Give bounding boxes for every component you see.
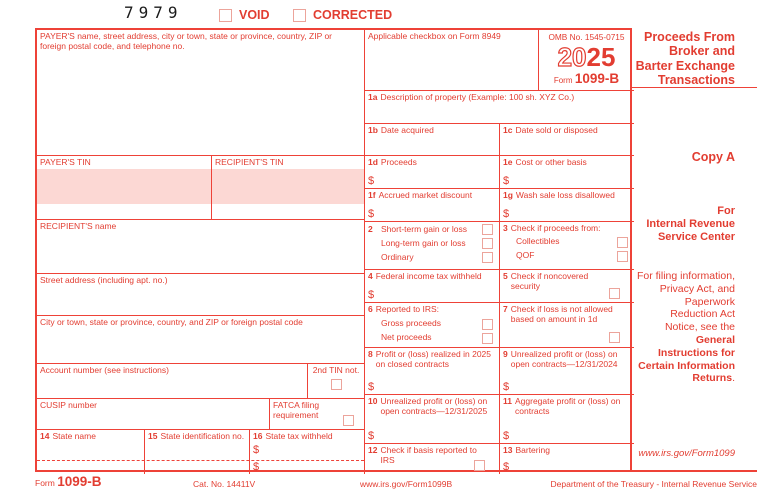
account-number-label: Account number (see instructions) xyxy=(40,365,169,375)
dollar-sign: $ xyxy=(503,175,510,188)
field-payer-tin[interactable] xyxy=(37,155,211,219)
checkbox-loss-not-allowed[interactable] xyxy=(609,332,620,343)
recipient-name-label: RECIPIENT'S name xyxy=(40,221,117,231)
2nd-tin-label: 2nd TIN not. xyxy=(312,365,360,375)
proceeds-label: Proceeds xyxy=(380,157,417,167)
long-term-label: Long-term gain or loss xyxy=(381,237,466,248)
checkbox-qof[interactable] xyxy=(617,251,628,262)
gross-proceeds-label: Gross proceeds xyxy=(381,318,441,329)
field-recipient-tin[interactable] xyxy=(211,155,364,219)
footer-irs-url: www.irs.gov/Form1099B xyxy=(360,479,453,489)
field-fed-tax-withheld[interactable]: 4 Federal income tax withheld $ xyxy=(364,269,499,302)
unrealized-2024-label: Unrealized profit or (loss) on open contracts—12/31/2024 xyxy=(510,349,618,369)
cost-basis-label: Cost or other basis xyxy=(515,157,587,167)
bartering-label: Bartering xyxy=(515,445,550,455)
for-irs-center-label: For Internal Revenue Service Center xyxy=(646,205,735,244)
field-accrued-discount[interactable]: 1f Accrued market discount $ xyxy=(364,188,499,221)
checkbox-collectibles[interactable] xyxy=(617,237,628,248)
field-fatca[interactable] xyxy=(269,398,364,429)
date-sold-label: Date sold or disposed xyxy=(515,125,598,135)
accrued-discount-label: Accrued market discount xyxy=(378,190,473,200)
date-acquired-label: Date acquired xyxy=(380,125,434,135)
right-rail xyxy=(632,28,757,472)
footer-form-number: Form 1099-B xyxy=(35,474,102,489)
field-proceeds[interactable]: 1d Proceeds $ xyxy=(364,155,499,188)
omb-number: OMB No. 1545-0715 xyxy=(548,32,625,42)
unrealized-2025-label: Unrealized profit or (loss) on open contracts—12/31/2025 xyxy=(380,396,488,416)
dollar-sign: $ xyxy=(503,461,510,474)
privacy-act-notice: For filing information, Privacy Act, and Paperwork Reduction Act Notice, see the General Instructions for Certain Information Returns. xyxy=(636,270,735,385)
field-unrealized-2024[interactable]: 9 Unrealized profit or (loss) on open contracts—12/31/2024 $ xyxy=(499,347,634,394)
field-state-name[interactable] xyxy=(37,429,144,474)
dollar-sign: $ xyxy=(503,381,510,394)
field-account-number[interactable] xyxy=(37,363,307,398)
form-grid xyxy=(35,28,632,472)
dollar-sign: $ xyxy=(503,430,510,443)
checkbox-corrected[interactable] xyxy=(293,9,306,22)
noncovered-label: Check if noncovered security xyxy=(510,271,589,291)
form-code: 7979 xyxy=(124,3,183,22)
box15-number: 15 xyxy=(148,431,158,441)
form-number-badge: Form 1099-B xyxy=(553,70,620,86)
field-street-address[interactable] xyxy=(37,273,364,315)
copy-a-label: Copy A xyxy=(691,150,735,164)
void-label: VOID xyxy=(239,8,270,22)
field-description-1a[interactable]: 1a Description of property (Example: 100 sh. XYZ Co.) xyxy=(364,90,634,123)
qof-label: QOF xyxy=(516,250,535,261)
irs-url-right: www.irs.gov/Form1099 xyxy=(638,448,735,459)
fed-tax-label: Federal income tax withheld xyxy=(375,271,482,281)
reported-to-irs-label: Reported to IRS: xyxy=(375,304,440,314)
field-wash-sale[interactable]: 1g Wash sale loss disallowed $ xyxy=(499,188,634,221)
field-recipient-name[interactable] xyxy=(37,219,364,273)
cusip-label: CUSIP number xyxy=(40,400,98,410)
state-row-divider xyxy=(37,460,364,461)
dollar-sign: $ xyxy=(368,381,375,394)
field-applicable-checkbox-8949[interactable] xyxy=(364,30,538,90)
checkbox-net-proceeds[interactable] xyxy=(482,333,493,344)
applicable-checkbox-label: Applicable checkbox on Form 8949 xyxy=(368,31,501,41)
field-proceeds-from: 3 Check if proceeds from: Collectibles QOF xyxy=(499,221,634,269)
recipient-tin-label: RECIPIENT'S TIN xyxy=(215,157,284,167)
field-loss-not-allowed: 7 Check if loss is not allowed based on amount in 1d xyxy=(499,302,634,347)
dollar-sign: $ xyxy=(368,175,375,188)
payer-tin-label: PAYER'S TIN xyxy=(40,157,91,167)
description-label: Description of property (Example: 100 sh. XYZ Co.) xyxy=(380,92,575,102)
field-date-sold[interactable]: 1c Date sold or disposed xyxy=(499,123,634,155)
checkbox-void[interactable] xyxy=(219,9,232,22)
basis-reported-label: Check if basis reported to IRS xyxy=(380,445,477,465)
checkbox-short-term[interactable] xyxy=(482,224,493,235)
field-unrealized-2025[interactable]: 10 Unrealized profit or (loss) on open contracts—12/31/2025 $ xyxy=(364,394,499,443)
field-basis-reported: 12 Check if basis reported to IRS xyxy=(364,443,499,474)
state-name-label: State name xyxy=(52,431,96,441)
ordinary-label: Ordinary xyxy=(381,251,414,262)
street-address-label: Street address (including apt. no.) xyxy=(40,275,168,285)
field-city[interactable] xyxy=(37,315,364,363)
field-cusip[interactable] xyxy=(37,398,269,429)
checkbox-2nd-tin[interactable] xyxy=(331,379,342,390)
checkbox-fatca[interactable] xyxy=(343,415,354,426)
loss-not-allowed-label: Check if loss is not allowed based on amount in 1d xyxy=(510,304,613,324)
footer-cat-number: Cat. No. 14411V xyxy=(193,479,256,489)
field-bartering[interactable]: 13 Bartering $ xyxy=(499,443,634,474)
field-gain-type: 2 Short-term gain or loss Long-term gain or loss Ordinary xyxy=(364,221,499,269)
form-title: Proceeds From Broker and Barter Exchange Transactions xyxy=(632,28,757,88)
dollar-sign: $ xyxy=(503,208,510,221)
checkbox-noncovered-security[interactable] xyxy=(609,288,620,299)
dollar-sign: $ xyxy=(253,444,260,456)
state-tax-label: State tax withheld xyxy=(265,431,333,441)
field-profit-realized[interactable]: 8 Profit or (loss) realized in 2025 on closed contracts $ xyxy=(364,347,499,394)
field-noncovered-security: 5 Check if noncovered security xyxy=(499,269,634,302)
payer-info-label: PAYER'S name, street address, city or town, state or province, country, ZIP or foreign postal code, and telephone no. xyxy=(40,31,333,51)
tax-year: 2025 xyxy=(557,41,616,72)
field-state-id[interactable] xyxy=(144,429,249,474)
checkbox-ordinary[interactable] xyxy=(482,252,493,263)
corrected-label: CORRECTED xyxy=(313,8,393,22)
wash-sale-label: Wash sale loss disallowed xyxy=(515,190,615,200)
aggregate-profit-label: Aggregate profit or (loss) on contracts xyxy=(515,396,621,416)
field-payer-info[interactable] xyxy=(37,30,364,155)
dollar-sign: $ xyxy=(368,289,375,302)
checkbox-gross-proceeds[interactable] xyxy=(482,319,493,330)
dollar-sign: $ xyxy=(368,430,375,443)
fatca-label: FATCA filing requirement xyxy=(273,400,320,420)
state-id-label: State identification no. xyxy=(160,431,245,441)
checkbox-long-term[interactable] xyxy=(482,238,493,249)
city-label: City or town, state or province, country, and ZIP or foreign postal code xyxy=(40,317,303,327)
footer-department: Department of the Treasury - Internal Revenue Service xyxy=(550,479,757,489)
field-reported-to-irs: 6 Reported to IRS: Gross proceeds Net proceeds xyxy=(364,302,499,347)
field-aggregate-profit[interactable]: 11 Aggregate profit or (loss) on contracts $ xyxy=(499,394,634,443)
net-proceeds-label: Net proceeds xyxy=(381,332,432,343)
box14-number: 14 xyxy=(40,431,50,441)
dollar-sign: $ xyxy=(368,208,375,221)
short-term-label: Short-term gain or loss xyxy=(381,223,467,234)
field-cost-basis[interactable]: 1e Cost or other basis $ xyxy=(499,155,634,188)
box16-number: 16 xyxy=(253,431,263,441)
collectibles-label: Collectibles xyxy=(516,236,560,247)
proceeds-from-label: Check if proceeds from: xyxy=(510,223,601,233)
dollar-sign: $ xyxy=(253,461,260,473)
omb-year-box xyxy=(538,30,634,90)
field-date-acquired[interactable]: 1b Date acquired xyxy=(364,123,499,155)
field-2nd-tin-not[interactable] xyxy=(307,363,364,398)
profit-realized-label: Profit or (loss) realized in 2025 on closed contracts xyxy=(375,349,492,369)
checkbox-basis-reported[interactable] xyxy=(474,460,485,471)
field-state-tax[interactable] xyxy=(249,429,364,474)
